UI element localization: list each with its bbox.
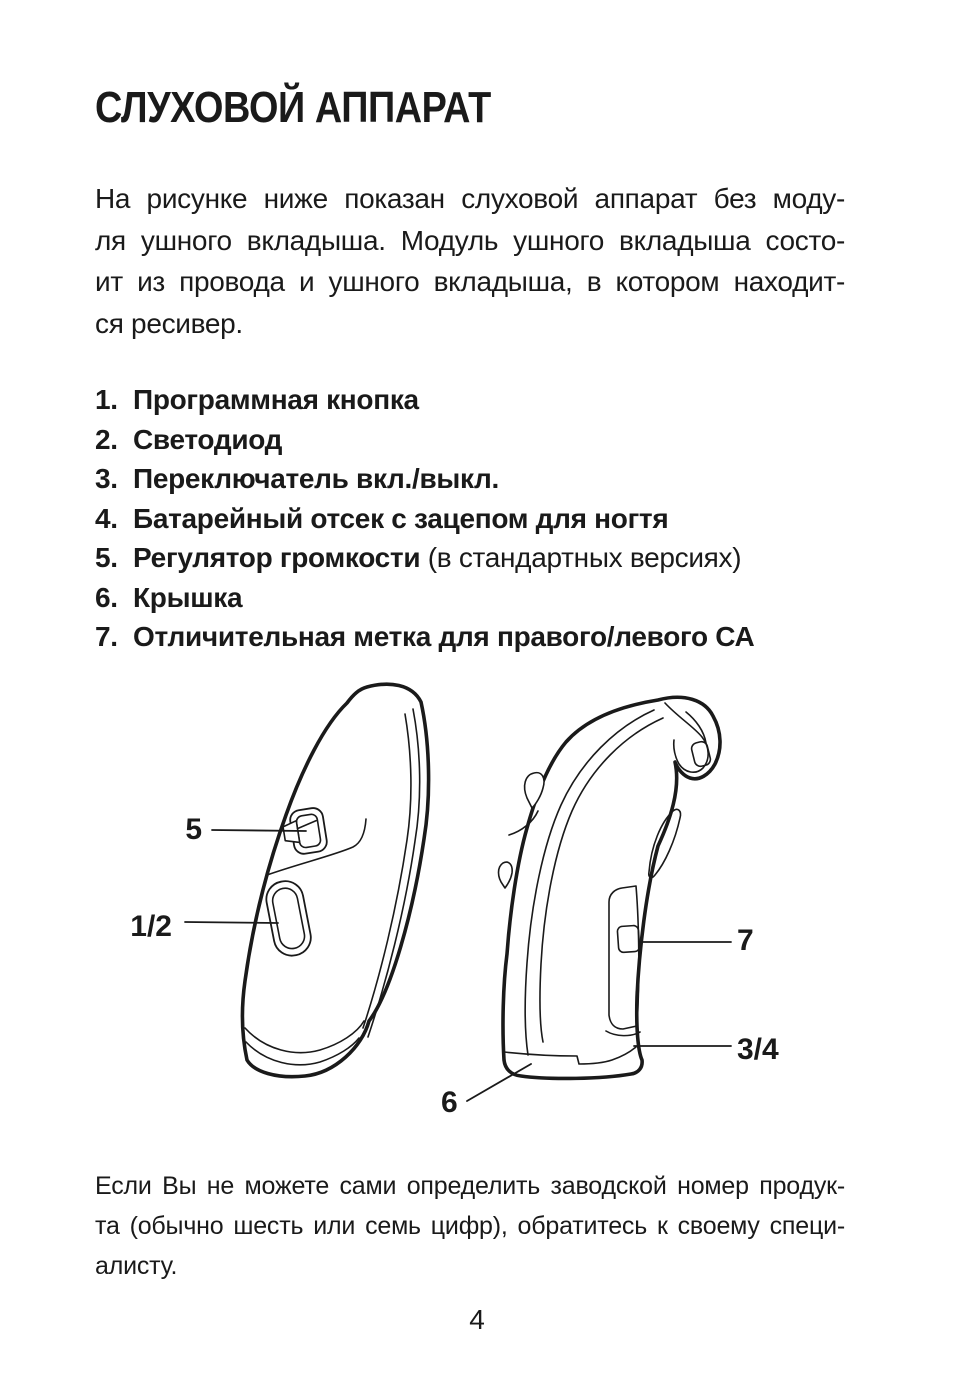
parts-list-item-label: Регулятор громкости — [133, 542, 421, 573]
intro-line: ля ушного вкладыша. Модуль ушного вкладыша состо- — [95, 224, 845, 256]
callout-label-1-2: 1/2 — [130, 910, 172, 943]
parts-list — [95, 380, 855, 657]
intro-line: ся ресивер. — [95, 307, 243, 339]
hearing-aid-diagram — [100, 665, 860, 1145]
intro-paragraph — [95, 178, 845, 344]
callout-label-5: 5 — [185, 813, 202, 846]
parts-list-item-label: Переключатель вкл./выкл. — [133, 463, 500, 494]
hearing-aid-back-view — [499, 697, 721, 1078]
callout-label-7: 7 — [737, 924, 754, 957]
page-number: 4 — [469, 1304, 485, 1335]
parts-list-item-label: Отличительная метка для правого/левого СА — [133, 621, 755, 652]
callout-label-3-4: 3/4 — [737, 1033, 779, 1066]
parts-list-item — [95, 499, 855, 539]
parts-list-item-note: (в стандартных версиях) — [420, 542, 742, 573]
parts-list-item — [95, 380, 855, 420]
parts-list-item-number: 6. — [95, 581, 118, 613]
footer-note — [95, 1166, 845, 1286]
page-title: СЛУХОВОЙ АППАРАТ — [95, 83, 491, 132]
parts-list-item — [95, 538, 855, 578]
parts-list-item — [95, 578, 855, 618]
callout-line-5 — [212, 830, 306, 831]
hearing-aid-figure — [100, 665, 860, 1145]
parts-list-item-number: 4. — [95, 502, 118, 534]
parts-list-item — [95, 420, 855, 460]
callout-label-6: 6 — [441, 1086, 458, 1119]
parts-list-item-label: Крышка — [133, 581, 243, 613]
footer-note-line: та (обычно шесть или семь цифр), обратитесь к своему специ- — [95, 1212, 845, 1240]
callout-line-1-2 — [185, 922, 278, 923]
parts-list-item-number: 7. — [95, 621, 118, 652]
parts-list-item-number: 2. — [95, 423, 118, 455]
parts-list-item — [95, 617, 855, 657]
button-edge-tab — [499, 862, 513, 888]
footer-note-line: алисту. — [95, 1252, 178, 1280]
footer-note-line: Если Вы не можете сами определить заводской номер продук- — [95, 1172, 845, 1200]
intro-line: На рисунке ниже показан слуховой аппарат без моду- — [95, 183, 845, 214]
callout-line-6 — [467, 1064, 531, 1101]
hearing-aid-side-view — [243, 684, 429, 1077]
parts-list-item-number: 1. — [95, 384, 118, 415]
parts-list-item-label: Батарейный отсек с зацепом для ногтя — [133, 502, 669, 534]
parts-list-item — [95, 459, 855, 499]
parts-list-item-number: 5. — [95, 542, 118, 573]
intro-line: ит из провода и ушного вкладыша, в котором находит- — [95, 266, 845, 297]
parts-list-item-number: 3. — [95, 463, 118, 494]
parts-list-item-label: Светодиод — [133, 423, 283, 455]
parts-list-item-label: Программная кнопка — [133, 384, 419, 415]
